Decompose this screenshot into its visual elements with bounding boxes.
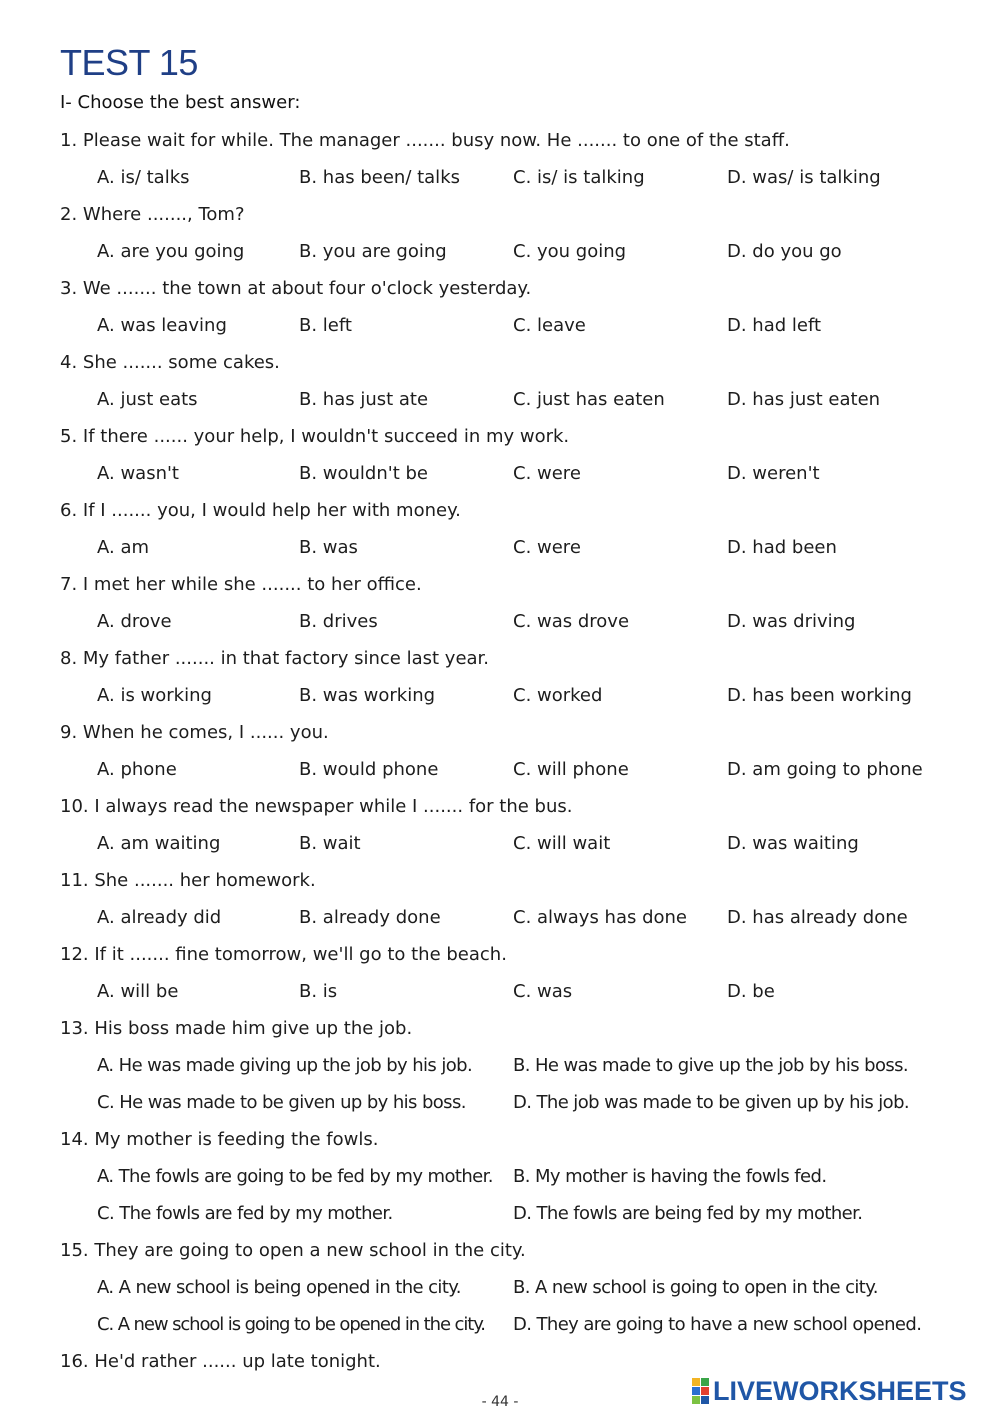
answer-option[interactable]: B. was working xyxy=(299,685,436,706)
question-text: 13. His boss made him give up the job. xyxy=(60,1018,413,1039)
answer-option[interactable]: A. am xyxy=(97,537,150,558)
answer-option[interactable]: C. worked xyxy=(513,685,603,706)
answer-option[interactable]: C. will phone xyxy=(513,759,629,780)
question-text: 11. She ....... her homework. xyxy=(60,870,316,891)
question-text: 2. Where ......., Tom? xyxy=(60,204,245,225)
answer-option[interactable]: C. were xyxy=(513,537,581,558)
answer-option[interactable]: C. was drove xyxy=(513,611,630,632)
answer-option[interactable]: C. A new school is going to be opened in the city. xyxy=(97,1314,485,1335)
answer-option[interactable]: B. drives xyxy=(299,611,378,632)
answer-option[interactable]: A. A new school is being opened in the city. xyxy=(97,1277,461,1298)
answer-option[interactable]: A. are you going xyxy=(97,241,245,262)
answer-option[interactable]: D. was driving xyxy=(727,611,856,632)
question-text: 1. Please wait for while. The manager ....... busy now. He ....... to one of the staff. xyxy=(60,130,790,151)
answer-option[interactable]: B. He was made to give up the job by his boss. xyxy=(513,1055,909,1076)
answer-option[interactable]: B. was xyxy=(299,537,358,558)
liveworksheets-logo[interactable] xyxy=(692,1376,967,1406)
answer-option[interactable]: C. will wait xyxy=(513,833,611,854)
answer-option[interactable]: C. leave xyxy=(513,315,586,336)
answer-option[interactable]: D. has just eaten xyxy=(727,389,881,410)
answer-option[interactable]: C. were xyxy=(513,463,581,484)
answer-option[interactable]: A. just eats xyxy=(97,389,198,410)
answer-option[interactable]: D. has been working xyxy=(727,685,912,706)
answer-option[interactable]: A. phone xyxy=(97,759,177,780)
answer-option[interactable]: B. is xyxy=(299,981,338,1002)
question-text: 6. If I ....... you, I would help her with money. xyxy=(60,500,461,521)
question-text: 5. If there ...... your help, I wouldn't succeed in my work. xyxy=(60,426,570,447)
answer-option[interactable]: D. be xyxy=(727,981,775,1002)
answer-option[interactable]: A. drove xyxy=(97,611,172,632)
answer-option[interactable]: B. has just ate xyxy=(299,389,429,410)
answer-option[interactable]: D. The job was made to be given up by his job. xyxy=(513,1092,910,1113)
answer-option[interactable]: A. wasn't xyxy=(97,463,179,484)
question-text: 10. I always read the newspaper while I ....... for the bus. xyxy=(60,796,573,817)
answer-option[interactable]: D. They are going to have a new school opened. xyxy=(513,1314,922,1335)
answer-option[interactable]: D. am going to phone xyxy=(727,759,923,780)
question-text: 15. They are going to open a new school in the city. xyxy=(60,1240,526,1261)
answer-option[interactable]: B. you are going xyxy=(299,241,447,262)
answer-option[interactable]: A. is working xyxy=(97,685,212,706)
answer-option[interactable]: D. has already done xyxy=(727,907,908,928)
logo-blocks-icon xyxy=(692,1378,709,1404)
logo-text: LIVEWORKSHEETS xyxy=(713,1375,967,1406)
answer-option[interactable]: B. already done xyxy=(299,907,441,928)
answer-option[interactable]: C. The fowls are fed by my mother. xyxy=(97,1203,393,1224)
question-text: 7. I met her while she ....... to her office. xyxy=(60,574,422,595)
answer-option[interactable]: A. The fowls are going to be fed by my mother. xyxy=(97,1166,493,1187)
answer-option[interactable]: C. you going xyxy=(513,241,627,262)
question-text: 4. She ....... some cakes. xyxy=(60,352,280,373)
answer-option[interactable]: B. My mother is having the fowls fed. xyxy=(513,1166,827,1187)
answer-option[interactable]: D. was waiting xyxy=(727,833,859,854)
answer-option[interactable]: B. A new school is going to open in the city. xyxy=(513,1277,878,1298)
question-text: 12. If it ....... fine tomorrow, we'll go to the beach. xyxy=(60,944,507,965)
answer-option[interactable]: A. am waiting xyxy=(97,833,221,854)
page-number: - 44 - xyxy=(481,1394,519,1410)
question-text: 9. When he comes, I ...... you. xyxy=(60,722,329,743)
answer-option[interactable]: C. is/ is talking xyxy=(513,167,645,188)
page-title: TEST 15 xyxy=(60,42,198,83)
answer-option[interactable]: A. already did xyxy=(97,907,222,928)
answer-option[interactable]: D. do you go xyxy=(727,241,842,262)
question-text: 3. We ....... the town at about four o'clock yesterday. xyxy=(60,278,532,299)
answer-option[interactable]: D. The fowls are being fed by my mother. xyxy=(513,1203,863,1224)
answer-option[interactable]: C. He was made to be given up by his boss. xyxy=(97,1092,466,1113)
question-text: 16. He'd rather ...... up late tonight. xyxy=(60,1351,381,1372)
answer-option[interactable]: A. He was made giving up the job by his job. xyxy=(97,1055,473,1076)
answer-option[interactable]: D. was/ is talking xyxy=(727,167,881,188)
answer-option[interactable]: D. weren't xyxy=(727,463,820,484)
answer-option[interactable]: B. wait xyxy=(299,833,361,854)
answer-option[interactable]: A. will be xyxy=(97,981,179,1002)
answer-option[interactable]: B. left xyxy=(299,315,352,336)
section-heading: I- Choose the best answer: xyxy=(60,92,301,113)
answer-option[interactable]: D. had been xyxy=(727,537,837,558)
answer-option[interactable]: C. just has eaten xyxy=(513,389,665,410)
answer-option[interactable]: B. wouldn't be xyxy=(299,463,428,484)
question-text: 14. My mother is feeding the fowls. xyxy=(60,1129,379,1150)
answer-option[interactable]: C. was xyxy=(513,981,573,1002)
answer-option[interactable]: A. was leaving xyxy=(97,315,227,336)
answer-option[interactable]: D. had left xyxy=(727,315,822,336)
answer-option[interactable]: B. has been/ talks xyxy=(299,167,460,188)
answer-option[interactable]: C. always has done xyxy=(513,907,688,928)
answer-option[interactable]: B. would phone xyxy=(299,759,439,780)
question-text: 8. My father ....... in that factory since last year. xyxy=(60,648,490,669)
answer-option[interactable]: A. is/ talks xyxy=(97,167,190,188)
